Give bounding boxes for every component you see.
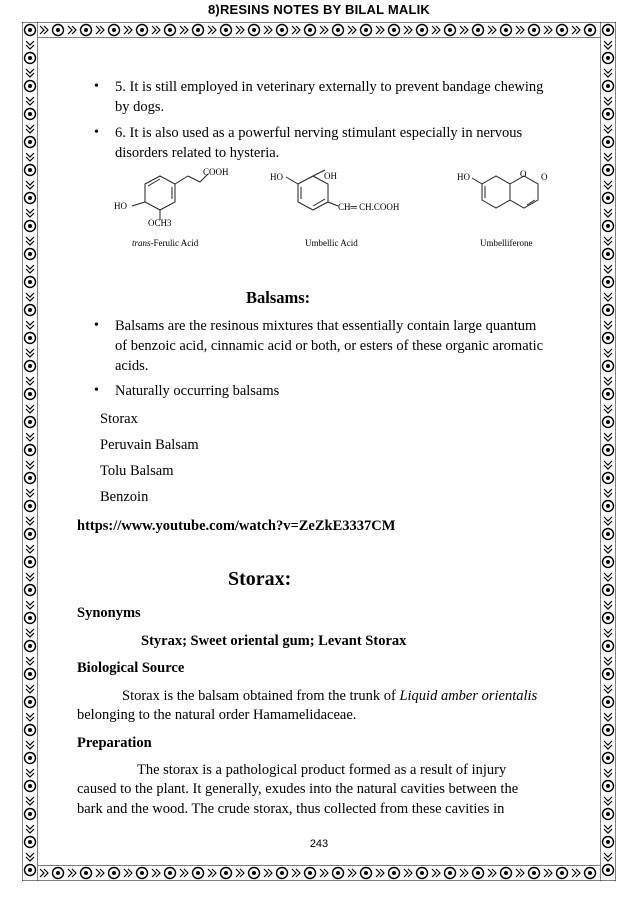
preparation-label: Preparation (77, 735, 152, 751)
ferulic-acid-name: trans-Ferulic Acid (132, 238, 199, 248)
list-item-6-line1: 6. It is also used as a powerful nerving stimulant especially in nervous (115, 125, 523, 141)
bullet-icon: • (94, 79, 99, 94)
umbellic-chain-label: CH═ CH.COOH (338, 202, 400, 212)
list-item-5-line2: by dogs. (115, 99, 165, 115)
umbellic-ho-label: HO (270, 172, 283, 182)
chemical-structures-figure (100, 162, 560, 254)
youtube-link[interactable]: https://www.youtube.com/watch?v=ZeZkE3337CM (77, 518, 396, 534)
ferulic-och3-label: OCH3 (148, 218, 172, 228)
umbellic-acid-name: Umbellic Acid (305, 238, 358, 248)
ferulic-cooh-label: COOH (203, 167, 229, 177)
balsams-point1-line1: Balsams are the resinous mixtures that essentially contain large quantum (115, 318, 537, 334)
synonyms-value: Styrax; Sweet oriental gum; Levant Storax (141, 633, 407, 649)
balsam-list-item: Storax (100, 411, 138, 427)
balsams-point1-line3: acids. (115, 358, 149, 374)
page-number: 243 (309, 838, 329, 850)
biological-source-line1: Storax is the balsam obtained from the trunk of Liquid amber orientalis (122, 688, 538, 704)
umbelliferone-name: Umbelliferone (480, 238, 533, 248)
umbellic-oh-label: OH (324, 171, 337, 181)
umbelliferone-structure (472, 176, 538, 208)
preparation-line3: bark and the wood. The crude storax, thus collected from these cavities in (77, 801, 505, 817)
umbelliferone-o2-label: O (541, 172, 548, 182)
list-item-5-line1: 5. It is still employed in veterinary externally to prevent bandage chewing (115, 79, 544, 95)
bullet-icon: • (94, 383, 99, 398)
preparation-line2: caused to the plant. It generally, exudes into the natural cavities between the (77, 781, 519, 797)
balsams-point1-line2: of benzoic acid, cinnamic acid or both, or esters of these organic aromatic (115, 338, 544, 354)
biological-source-label: Biological Source (77, 660, 185, 676)
list-item-6-line2: disorders related to hysteria. (115, 145, 280, 161)
biological-source-line2: belonging to the natural order Hamamelidaceae. (77, 707, 357, 723)
ferulic-acid-structure (132, 174, 208, 220)
bullet-icon: • (94, 318, 99, 333)
storax-heading: Storax: (228, 568, 292, 590)
balsam-list-item: Tolu Balsam (100, 463, 174, 479)
preparation-line1: The storax is a pathological product formed as a result of injury (137, 762, 507, 778)
umbelliferone-o-label: O (520, 169, 527, 179)
ferulic-ho-label: HO (114, 201, 127, 211)
balsam-list-item: Peruvain Balsam (100, 437, 199, 453)
balsams-point2: Naturally occurring balsams (115, 383, 280, 399)
bullet-icon: • (94, 125, 99, 140)
synonyms-label: Synonyms (77, 605, 141, 621)
balsam-list-item: Benzoin (100, 489, 149, 505)
balsams-heading: Balsams: (246, 288, 311, 307)
page-header: 8)RESINS NOTES BY BILAL MALIK (207, 2, 430, 17)
umbelliferone-ho-label: HO (457, 172, 470, 182)
